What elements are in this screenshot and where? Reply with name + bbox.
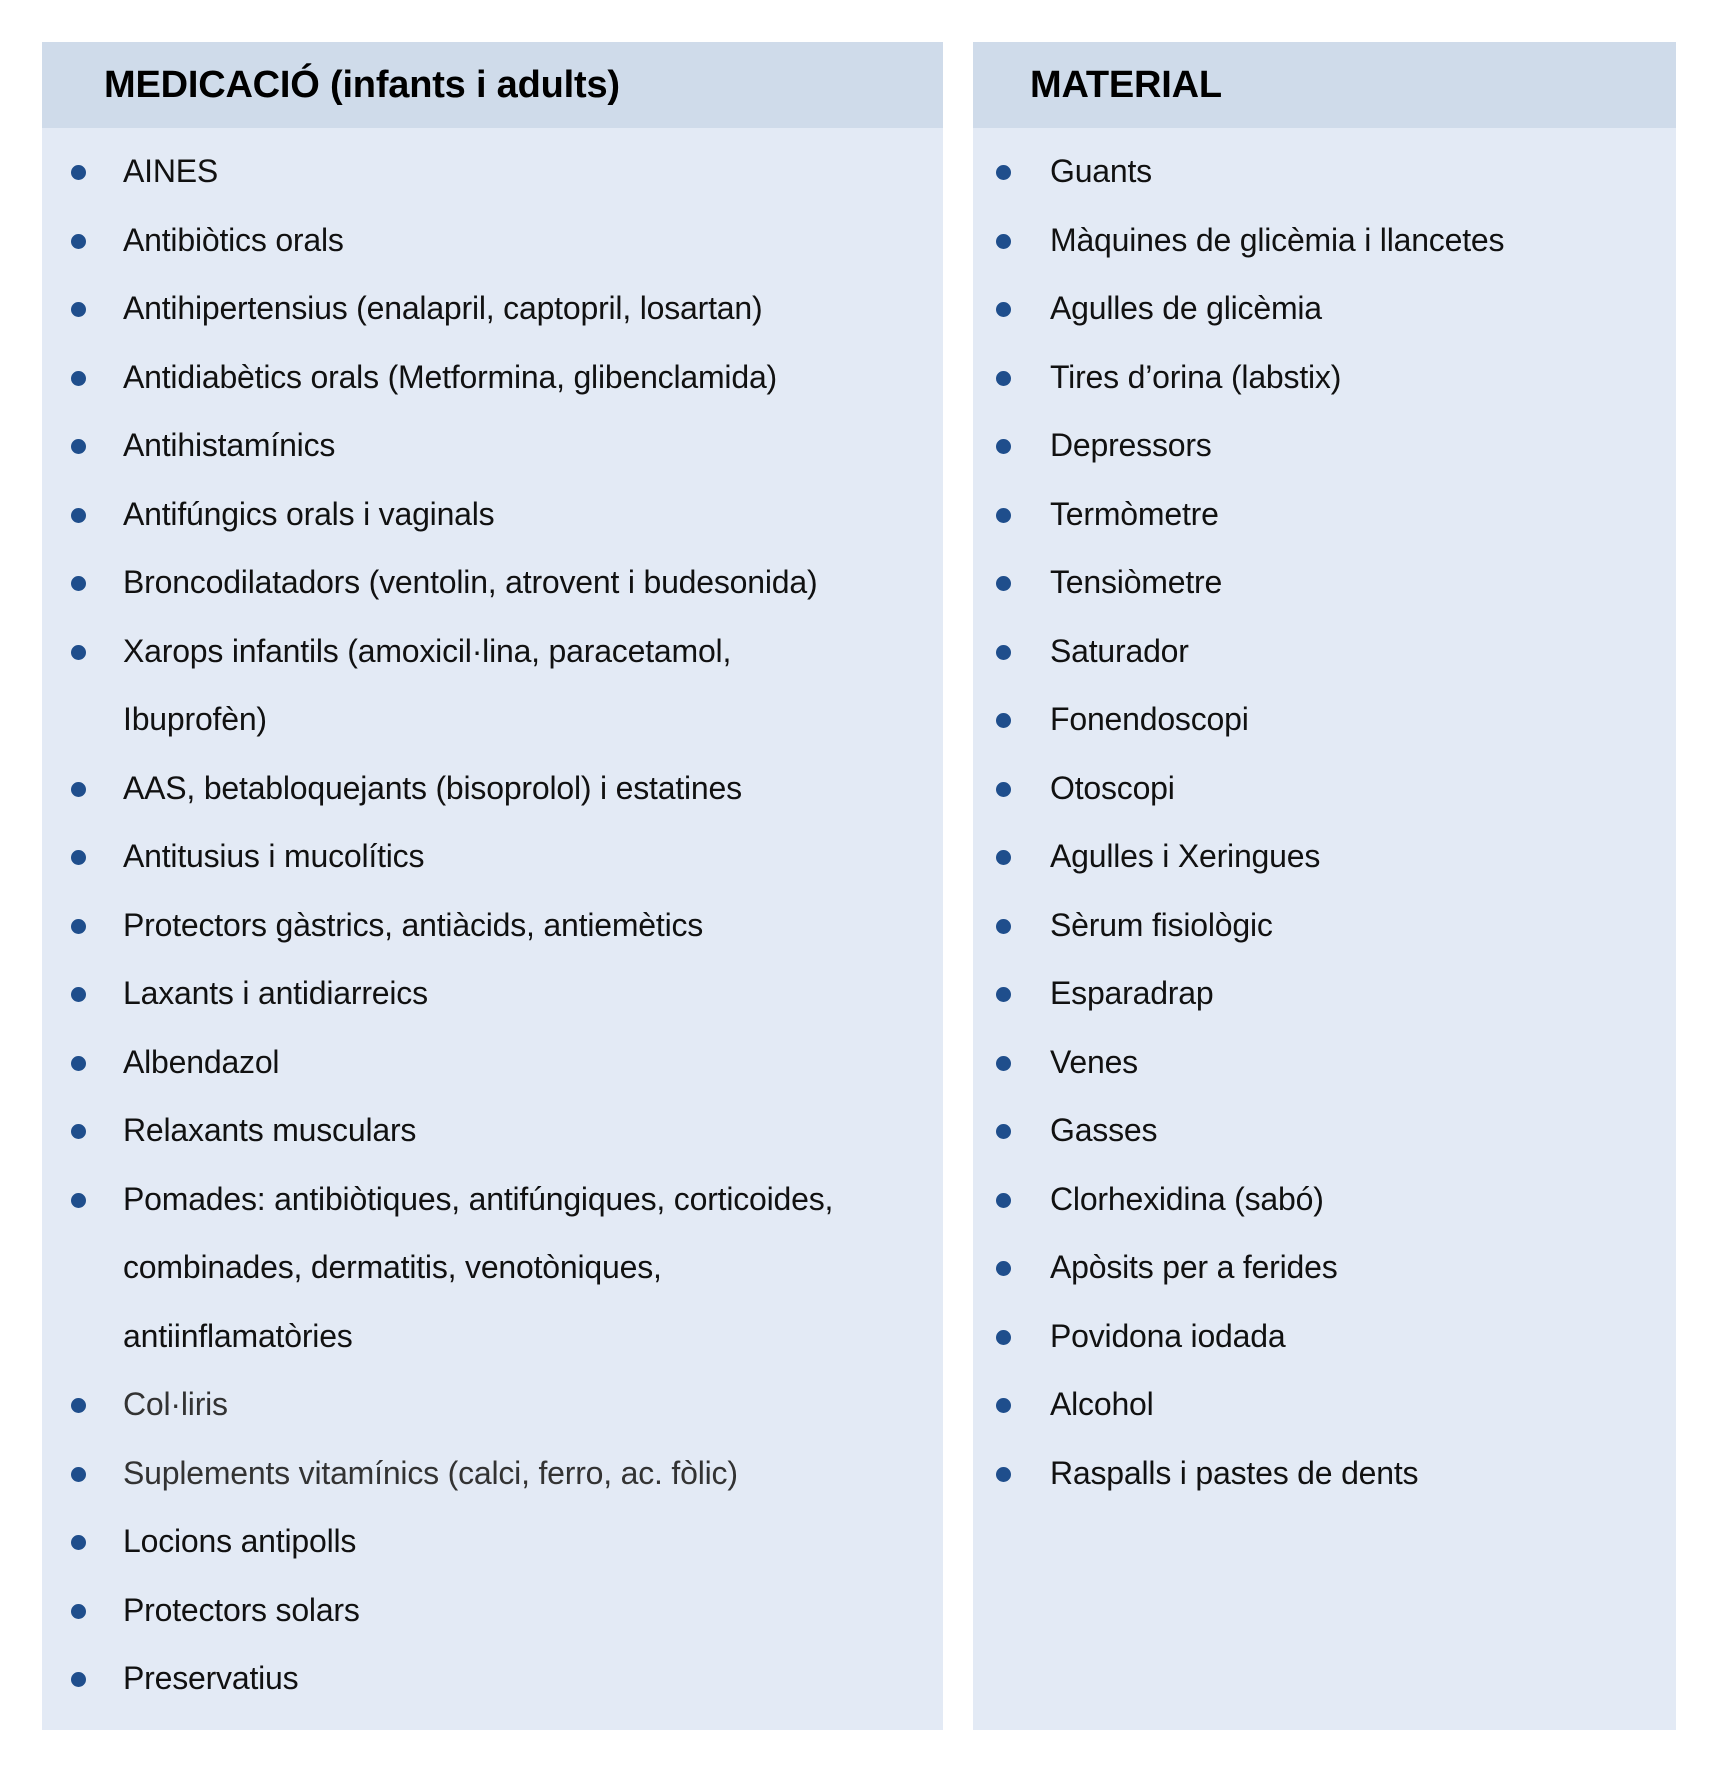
bullet-icon [996, 1193, 1011, 1208]
list-item: Antidiabètics orals (Metformina, glibenclamida) [42, 343, 943, 412]
list-item: Protectors gàstrics, antiàcids, antiemètics [42, 891, 943, 960]
bullet-icon [996, 234, 1011, 249]
list-item: Depressors [973, 411, 1676, 480]
bullet-icon [996, 919, 1011, 934]
list-item: Agulles de glicèmia [973, 274, 1676, 343]
list-item: Venes [973, 1028, 1676, 1097]
list-item: Termòmetre [973, 480, 1676, 549]
list-item: Saturador [973, 617, 1676, 686]
bullet-icon [71, 1535, 86, 1550]
bullet-icon [71, 576, 86, 591]
material-list [973, 128, 1676, 1507]
bullet-icon [71, 1056, 86, 1071]
bullet-icon [996, 850, 1011, 865]
list-item: Antitusius i mucolítics [42, 822, 943, 891]
medication-panel [42, 42, 943, 1730]
list-item: Antibiòtics orals [42, 206, 943, 275]
bullet-icon [996, 782, 1011, 797]
list-item: Povidona iodada [973, 1302, 1676, 1371]
bullet-icon [996, 645, 1011, 660]
list-item: AINES [42, 137, 943, 206]
list-item: Antifúngics orals i vaginals [42, 480, 943, 549]
bullet-icon [71, 302, 86, 317]
bullet-icon [996, 713, 1011, 728]
material-header [973, 42, 1676, 128]
material-panel [973, 42, 1676, 1730]
list-item: Laxants i antidiarreics [42, 959, 943, 1028]
bullet-icon [996, 1467, 1011, 1482]
list-item: Broncodilatadors (ventolin, atrovent i budesonida) [42, 548, 943, 617]
bullet-icon [996, 165, 1011, 180]
list-item: Guants [973, 137, 1676, 206]
list-item: Antihistamínics [42, 411, 943, 480]
bullet-icon [996, 439, 1011, 454]
list-item: Locions antipolls [42, 1507, 943, 1576]
list-item: Pomades: antibiòtiques, antifúngiques, corticoides, combinades, dermatitis, venotòniques, antiinflamatòries [42, 1165, 943, 1371]
list-item: Xarops infantils (amoxicil·lina, paracetamol, Ibuprofèn) [42, 617, 943, 754]
list-item: Agulles i Xeringues [973, 822, 1676, 891]
bullet-icon [996, 1124, 1011, 1139]
material-title: MATERIAL [1030, 63, 1222, 106]
list-item: Alcohol [973, 1370, 1676, 1439]
bullet-icon [71, 1124, 86, 1139]
list-item: Albendazol [42, 1028, 943, 1097]
bullet-icon [996, 1261, 1011, 1276]
list-item: Màquines de glicèmia i llancetes [973, 206, 1676, 275]
bullet-icon [71, 1604, 86, 1619]
bullet-icon [71, 234, 86, 249]
list-item: Fonendoscopi [973, 685, 1676, 754]
bullet-icon [71, 1193, 86, 1208]
bullet-icon [71, 508, 86, 523]
list-item: Protectors solars [42, 1576, 943, 1645]
bullet-icon [996, 1056, 1011, 1071]
bullet-icon [71, 645, 86, 660]
bullet-icon [996, 1398, 1011, 1413]
list-item: Raspalls i pastes de dents [973, 1439, 1676, 1508]
list-item: Otoscopi [973, 754, 1676, 823]
list-item: Antihipertensius (enalapril, captopril, losartan) [42, 274, 943, 343]
list-item: Preservatius [42, 1644, 943, 1713]
bullet-icon [996, 302, 1011, 317]
list-item: Apòsits per a ferides [973, 1233, 1676, 1302]
bullet-icon [996, 1330, 1011, 1345]
bullet-icon [71, 1398, 86, 1413]
bullet-icon [71, 439, 86, 454]
list-item: Relaxants musculars [42, 1096, 943, 1165]
list-item: AAS, betabloquejants (bisoprolol) i estatines [42, 754, 943, 823]
bullet-icon [71, 919, 86, 934]
medication-title: MEDICACIÓ (infants i adults) [104, 63, 620, 106]
list-item: Clorhexidina (sabó) [973, 1165, 1676, 1234]
bullet-icon [996, 508, 1011, 523]
bullet-icon [71, 850, 86, 865]
bullet-icon [71, 987, 86, 1002]
list-item: Tensiòmetre [973, 548, 1676, 617]
list-item: Esparadrap [973, 959, 1676, 1028]
bullet-icon [71, 371, 86, 386]
list-item: Gasses [973, 1096, 1676, 1165]
bullet-icon [71, 1672, 86, 1687]
list-item: Sèrum fisiològic [973, 891, 1676, 960]
bullet-icon [996, 987, 1011, 1002]
list-item: Col·liris [42, 1370, 943, 1439]
list-item: Tires d’orina (labstix) [973, 343, 1676, 412]
bullet-icon [71, 1467, 86, 1482]
medication-list [42, 128, 943, 1713]
bullet-icon [996, 576, 1011, 591]
medication-header [42, 42, 943, 128]
bullet-icon [71, 782, 86, 797]
bullet-icon [71, 165, 86, 180]
list-item: Suplements vitamínics (calci, ferro, ac. fòlic) [42, 1439, 943, 1508]
bullet-icon [996, 371, 1011, 386]
